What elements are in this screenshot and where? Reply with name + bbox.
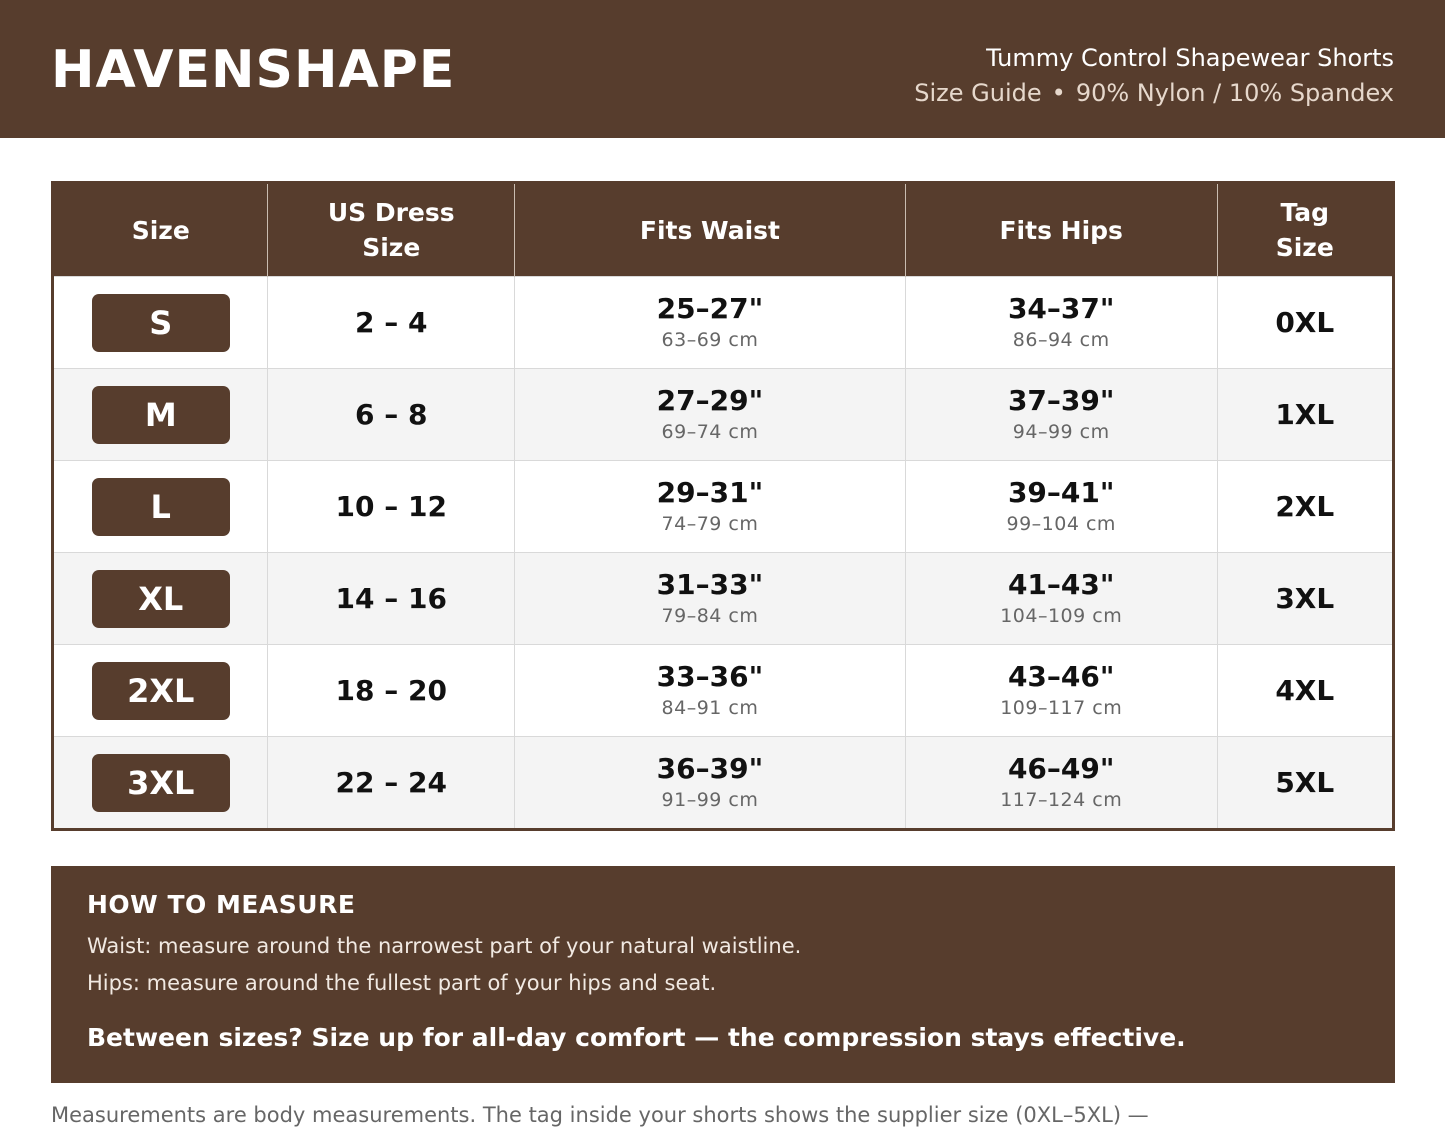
hips-instruction: Hips: measure around the fullest part of your hips and seat. (87, 971, 717, 995)
tag-size-value: 5XL (1275, 766, 1335, 799)
hips-inches: 46–49" (1007, 751, 1115, 785)
table-row (53, 369, 1394, 461)
waist-inches: 27–29" (656, 383, 764, 417)
dress-size-cell (268, 645, 515, 737)
table-row (53, 461, 1394, 553)
page-header (0, 0, 1445, 138)
waist-inches: 33–36" (656, 659, 764, 693)
tag-size-value: 0XL (1275, 306, 1335, 339)
dress-size-value: 14 – 16 (335, 582, 447, 615)
dress-size-cell (268, 277, 515, 369)
table-row (53, 277, 1394, 369)
waist-cm: 79–84 cm (661, 604, 759, 627)
size-cell (53, 737, 268, 830)
dress-size-cell (268, 553, 515, 645)
tag-size-cell (1217, 277, 1393, 369)
tag-size-value: 3XL (1275, 582, 1335, 615)
waist-inches: 36–39" (656, 751, 764, 785)
tag-size-cell (1217, 553, 1393, 645)
tag-size-cell (1217, 645, 1393, 737)
header-fits-hips: Fits Hips (905, 183, 1217, 277)
hips-inches: 41–43" (1007, 567, 1115, 601)
guide-subtitle (914, 76, 1394, 110)
tag-size-cell (1217, 369, 1393, 461)
size-badge: S (92, 294, 230, 352)
tag-size-cell (1217, 461, 1393, 553)
dress-size-cell (268, 461, 515, 553)
table-header-row (53, 183, 1394, 277)
size-cell (53, 553, 268, 645)
dress-size-cell (268, 369, 515, 461)
header-tag-size (1217, 183, 1393, 277)
dress-size-value: 6 – 8 (355, 398, 428, 431)
header-tag-size-label: Tag Size (1275, 198, 1334, 262)
hips-cm: 109–117 cm (1000, 696, 1123, 719)
size-badge: 3XL (92, 754, 230, 812)
between-sizes-tip: Between sizes? Size up for all-day comfort — the compression stays effective. (87, 1023, 1186, 1052)
size-chart-table (51, 181, 1395, 831)
waist-cm: 84–91 cm (661, 696, 759, 719)
dress-size-value: 2 – 4 (355, 306, 428, 339)
header-fits-waist: Fits Waist (515, 183, 906, 277)
size-cell (53, 277, 268, 369)
size-badge: XL (92, 570, 230, 628)
product-name: Tummy Control Shapewear Shorts (986, 44, 1394, 72)
size-badge: M (92, 386, 230, 444)
fabric-label: 90% Nylon / 10% Spandex (1075, 79, 1394, 107)
waist-cell (515, 369, 906, 461)
brand-logo: HAVENSHAPE (51, 40, 456, 100)
header-us-dress-size-label: US Dress Size (327, 198, 455, 262)
tag-size-value: 4XL (1275, 674, 1335, 707)
product-info (914, 40, 1394, 110)
hips-inches: 43–46" (1007, 659, 1115, 693)
hips-cell (905, 277, 1217, 369)
waist-inches: 31–33" (656, 567, 764, 601)
table-row (53, 737, 1394, 830)
hips-cell (905, 553, 1217, 645)
how-to-measure-panel (51, 866, 1395, 1083)
waist-cell (515, 645, 906, 737)
waist-cm: 74–79 cm (661, 512, 759, 535)
table-row (53, 553, 1394, 645)
waist-cell (515, 461, 906, 553)
tag-size-value: 1XL (1275, 398, 1335, 431)
hips-cell (905, 737, 1217, 830)
hips-cm: 86–94 cm (1012, 328, 1110, 351)
hips-inches: 39–41" (1007, 475, 1115, 509)
header-us-dress-size (268, 183, 515, 277)
hips-cm: 104–109 cm (1000, 604, 1123, 627)
waist-cell (515, 553, 906, 645)
waist-cell (515, 277, 906, 369)
waist-instruction: Waist: measure around the narrowest part of your natural waistline. (87, 934, 802, 958)
size-cell (53, 369, 268, 461)
hips-cm: 94–99 cm (1012, 420, 1110, 443)
tag-size-cell (1217, 737, 1393, 830)
hips-cell (905, 461, 1217, 553)
dress-size-value: 22 – 24 (335, 766, 447, 799)
hips-cm: 99–104 cm (1006, 512, 1116, 535)
separator-dot: • (1051, 79, 1066, 107)
waist-inches: 25–27" (656, 291, 764, 325)
size-badge: L (92, 478, 230, 536)
waist-cm: 63–69 cm (661, 328, 759, 351)
hips-inches: 37–39" (1007, 383, 1115, 417)
hips-cell (905, 369, 1217, 461)
waist-inches: 29–31" (656, 475, 764, 509)
size-badge: 2XL (92, 662, 230, 720)
how-to-measure-title: HOW TO MEASURE (87, 890, 356, 919)
size-cell (53, 461, 268, 553)
waist-cm: 91–99 cm (661, 788, 759, 811)
waist-cell (515, 737, 906, 830)
dress-size-value: 18 – 20 (335, 674, 447, 707)
dress-size-value: 10 – 12 (335, 490, 447, 523)
table-row (53, 645, 1394, 737)
guide-label: Size Guide (914, 79, 1042, 107)
size-cell (53, 645, 268, 737)
waist-cm: 69–74 cm (661, 420, 759, 443)
hips-cm: 117–124 cm (1000, 788, 1123, 811)
tag-size-value: 2XL (1275, 490, 1335, 523)
hips-inches: 34–37" (1007, 291, 1115, 325)
dress-size-cell (268, 737, 515, 830)
hips-cell (905, 645, 1217, 737)
footnote: Measurements are body measurements. The tag inside your shorts shows the supplier size (0XL–5XL) — (51, 1103, 1149, 1127)
header-size: Size (53, 183, 268, 277)
